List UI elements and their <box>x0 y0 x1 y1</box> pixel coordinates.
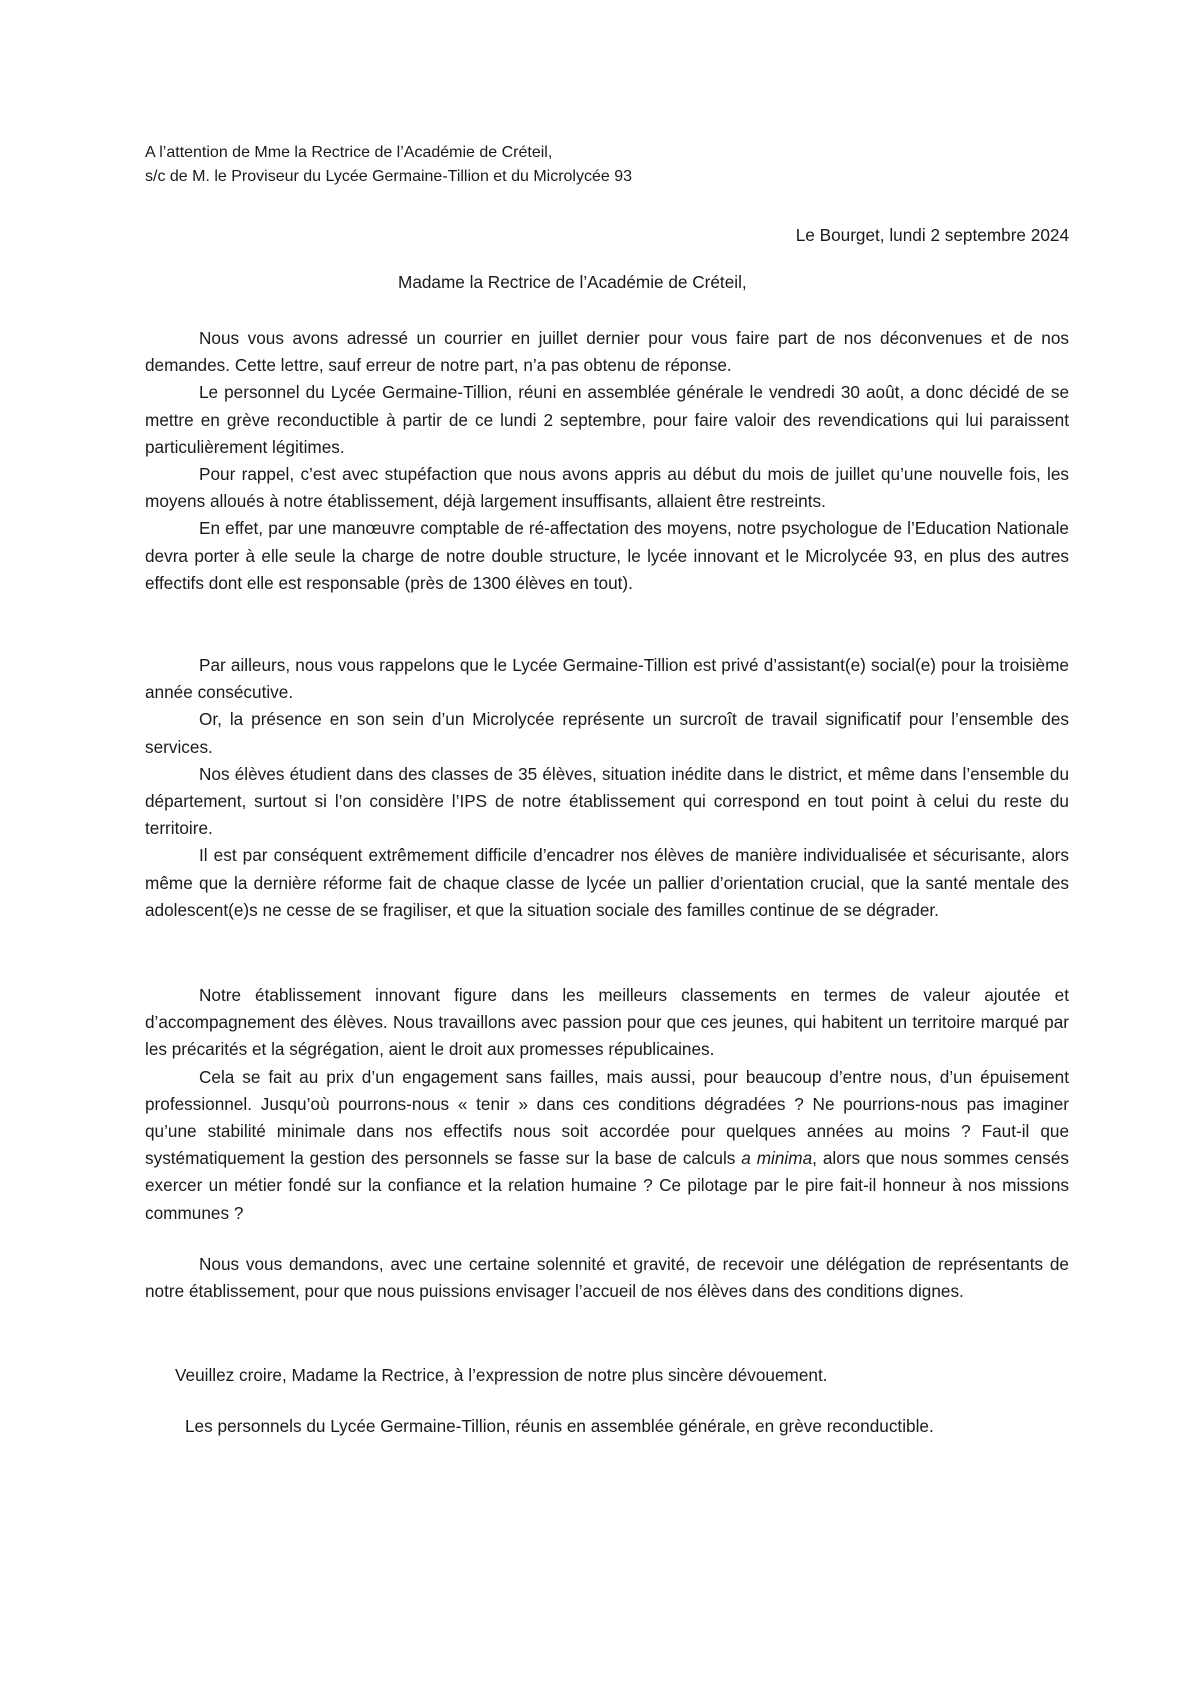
paragraph: Il est par conséquent extrêmement difficile d’encadrer nos élèves de manière individualisée et sécurisante, alors même que la dernière réforme fait de chaque classe de lycée un pallier d’orientation crucial, que la santé mentale des adolescent(e)s ne cesse de se fragiliser, et que la situation sociale des familles continue de se dégrader. <box>145 845 1069 920</box>
place-date: Le Bourget, lundi 2 septembre 2024 <box>795 225 1069 245</box>
recipient-line-2: s/c de M. le Proviseur du Lycée Germaine-Tillion et du Microlycée 93 <box>145 168 633 185</box>
paragraph: Nous vous avons adressé un courrier en juillet dernier pour vous faire part de nos déconvenues et de nos demandes. Cette lettre, sauf erreur de notre part, n’a pas obtenu de réponse. <box>145 328 1069 376</box>
paragraph: Notre établissement innovant figure dans les meilleurs classements en termes de valeur ajoutée et d’accompagnement des élèves. Nous travaillons avec passion pour que ces jeunes, qui habitent un territoire marqué par les précarités et la ségrégation, aient le droit aux promesses républicaines. <box>145 985 1069 1060</box>
body-section-1 <box>145 325 1069 597</box>
salutation: Madame la Rectrice de l’Académie de Créteil, <box>398 272 747 292</box>
paragraph: Nous vous demandons, avec une certaine solennité et gravité, de recevoir une délégation de représentants de notre établissement, pour que nous puissions envisager l’accueil de nos élèves dans des conditions dignes. <box>145 1254 1069 1302</box>
paragraph-text: , alors que nous sommes censés exercer un métier fondé sur la confiance et la relation humaine ? Ce pilotage par le pire fait-il honneur à nos missions communes ? <box>145 1148 1070 1223</box>
paragraph <box>145 1064 1069 1227</box>
italic-phrase: a minima <box>741 1148 813 1169</box>
recipient-line-1: A l’attention de Mme la Rectrice de l’Académie de Créteil, <box>145 144 553 161</box>
paragraph: Or, la présence en son sein d’un Microlycée représente un surcroît de travail significatif pour l’ensemble des services. <box>145 709 1069 757</box>
body-section-4 <box>145 1251 1069 1305</box>
signature: Les personnels du Lycée Germaine-Tillion, réunis en assemblée générale, en grève reconductible. <box>185 1416 934 1436</box>
paragraph: En effet, par une manœuvre comptable de ré-affectation des moyens, notre psychologue de l’Education Nationale devra porter à elle seule la charge de notre double structure, le lycée innovant et le Microlycée 93, en plus des autres effectifs dont elle est responsable (près de 1300 élèves en tout). <box>145 518 1069 593</box>
paragraph: Le personnel du Lycée Germaine-Tillion, réuni en assemblée générale le vendredi 30 août, a donc décidé de se mettre en grève reconductible à partir de ce lundi 2 septembre, pour faire valoir des revendications qui lui paraissent particulièrement légitimes. <box>145 382 1069 457</box>
closing-formula: Veuillez croire, Madame la Rectrice, à l’expression de notre plus sincère dévouement. <box>175 1365 828 1385</box>
body-section-3 <box>145 982 1069 1227</box>
paragraph: Pour rappel, c’est avec stupéfaction que nous avons appris au début du mois de juillet qu’une nouvelle fois, les moyens alloués à notre établissement, déjà largement insuffisants, allaient être restreints. <box>145 464 1069 512</box>
paragraph: Par ailleurs, nous vous rappelons que le Lycée Germaine-Tillion est privé d’assistant(e) social(e) pour la troisième année consécutive. <box>145 655 1069 703</box>
body-section-2 <box>145 652 1069 924</box>
paragraph-text: Cela se fait au prix d’un engagement sans failles, mais aussi, pour beaucoup d’entre nous, d’un épuisement professionnel. Jusqu’où pourrons-nous « tenir » dans ces conditions dégradées ? Ne pourrions-nous pas imaginer qu’une stabilité minimale dans nos effectifs nous soit accordée pour quelques années au moins ? Faut-il que systématiquement la gestion des personnels se fasse sur la base de calculs <box>145 1066 1069 1169</box>
paragraph: Nos élèves étudient dans des classes de 35 élèves, situation inédite dans le district, et même dans l’ensemble du département, surtout si l’on considère l’IPS de notre établissement qui correspond en tout point à celui du reste du territoire. <box>145 763 1069 839</box>
